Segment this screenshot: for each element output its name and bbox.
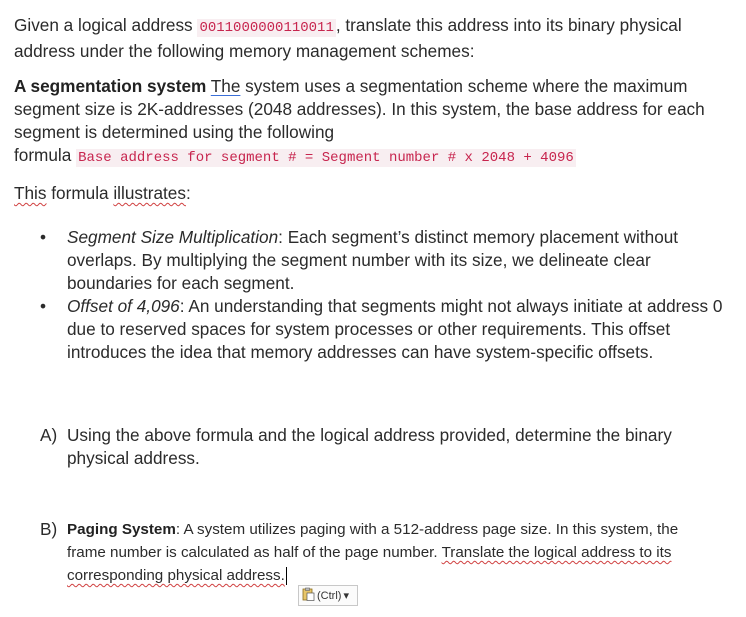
segmentation-body: system uses a segmentation scheme where the maximum segment size is 2K-addresses (2048 addresses). In this system, the base address for each segment is determined using the following [14,76,705,142]
formula-text: formula [51,183,109,203]
colon: : [185,183,191,203]
formula-word: formula [14,145,72,165]
clipboard-icon [302,587,315,604]
bullet-icon: • [40,227,47,247]
intro-paragraph [14,14,714,63]
intro-text: Given a logical address [14,15,198,35]
segmentation-paragraph [14,75,724,170]
illustrates-word: illustrates [113,183,186,203]
question-a-marker: A) [40,425,58,445]
question-b-body [40,518,720,587]
bullet-title: Offset of 4,096 [67,296,180,316]
text-cursor [286,567,287,585]
segmentation-heading: A segmentation system [14,76,207,96]
chevron-down-icon: ▾ [343,590,349,602]
paste-options-label: (Ctrl) [317,589,342,602]
bullet-title: Segment Size Multiplication [67,227,279,247]
bullet-text: : Each segment’s distinct memory placement without overlaps. By multiplying the segment number with its size, we delineate clear boundaries for each segment. [67,227,679,293]
bullet-text: : An understanding that segments might not always initiate at address 0 due to reserved spaces for system processes or other requirements. This offset introduces the idea that memory addresses can have system-specific offsets. [67,296,723,362]
illustrates-line [14,182,191,205]
question-b-heading: Paging System [67,521,176,538]
paste-options-button[interactable] [298,585,358,606]
list-item [0,295,727,364]
bullet-icon: • [40,296,47,316]
the-word: The [210,76,241,96]
question-a [40,424,710,470]
intro-text-post: , translate this address into its binary physical address under the following memory management schemes: [14,15,682,61]
question-b-marker: B) [40,519,58,539]
logical-address: 0011000000110011 [199,20,334,36]
list-item [0,226,727,295]
bullet-list [0,226,727,364]
question-b-text: : A system utilizes paging with a 512-address page size. In this system, the frame number is calculated as half of the page number. [67,521,679,561]
question-b-underlined: Translate the logical address to its corresponding physical address. [67,544,672,584]
this-word: This [14,183,47,203]
question-b [40,518,720,587]
question-a-text: Using the above formula and the logical address provided, determine the binary physical address. [67,425,672,468]
formula-code: Base address for segment # = Segment number # x 2048 + 4096 [78,150,574,166]
